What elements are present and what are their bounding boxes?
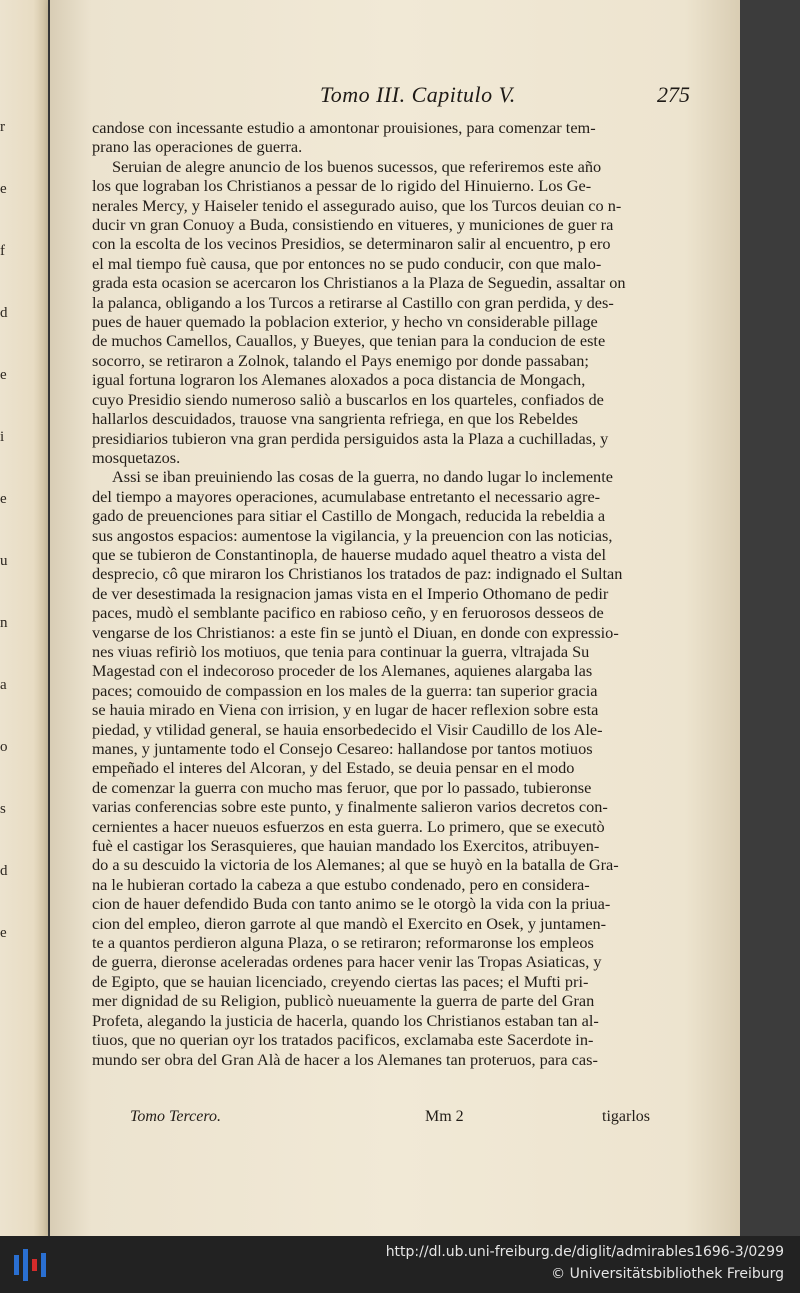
text-line: desprecio, cô que miraron los Christianos los tratados de paz: indignado el Sultan [92, 564, 623, 584]
body-text [92, 118, 684, 1069]
copyright-notice: © Universitätsbibliothek Freiburg [551, 1266, 784, 1282]
text-line: mundo ser obra del Gran Alà de hacer a los Alemanes tan proteruos, para cas- [92, 1049, 598, 1069]
left-edge-letter: e [0, 367, 7, 383]
text-line: nerales Mercy, y Haiseler tenido el assegurado auiso, que los Turcos deuian co n- [92, 195, 622, 215]
text-line: cion del empleo, dieron garrote al que mandò el Exercito en Osek, y juntamen- [92, 913, 607, 933]
left-page-edge [0, 0, 48, 1236]
left-page-marks [0, 120, 14, 988]
text-line: se hauia mirado en Viena con irrision, y en lugar de hacer reflexion sobre esta [92, 700, 599, 720]
text-line: pues de hauer quemado la poblacion exterior, y hecho vn considerable pillage [92, 312, 598, 332]
running-head [90, 82, 690, 112]
viewer-footer-bar [0, 1236, 800, 1293]
text-line: piedad, y vtilidad general, se hauia ensorbedecido el Visir Caudillo de los Ale- [92, 719, 603, 739]
left-edge-letter: e [0, 181, 7, 197]
text-line: tiuos, que no querian oyr los tratados pacificos, exclamaba este Sacerdote in- [92, 1030, 594, 1050]
text-line: los que lograban los Christianos a pessar de lo rigido del Hinuierno. Los Ge- [92, 176, 592, 196]
volume-label: Tomo Tercero. [130, 1108, 221, 1125]
text-line: sus angostos espacios: aumentose la vigilancia, y la preuencion con las noticias, [92, 525, 613, 545]
left-edge-letter: u [0, 553, 8, 569]
text-line: Assi se iban preuiniendo las cosas de la guerra, no dando lugar lo inclemente [112, 467, 613, 487]
text-line: do a su descuido la victoria de los Alemanes; al que se huyò en la batalla de Gra- [92, 855, 619, 875]
running-title: Tomo III. Capitulo V. [320, 82, 516, 107]
text-line: mosquetazos. [92, 447, 181, 467]
left-edge-letter: e [0, 491, 7, 507]
page-footer [90, 1108, 690, 1132]
text-line: cuyo Presidio siendo numeroso saliò a buscarlos en los quarteles, confiados de [92, 389, 604, 409]
page-shadow [740, 0, 800, 1236]
text-line: de comenzar la guerra con mucho mas feruor, que por lo passado, tubieronse [92, 777, 592, 797]
text-line: Magestad con el indecoroso proceder de los Alemanes, aquienes alargaba las [92, 661, 593, 681]
left-edge-letter: d [0, 863, 8, 879]
page-number: 275 [657, 82, 690, 107]
left-edge-letter: f [0, 243, 5, 259]
left-edge-letter: n [0, 615, 8, 631]
text-line: nes viuas refiriò los motiuos, que tenia para continuar la guerra, vltrajada Su [92, 641, 590, 661]
text-line: con la escolta de los vecinos Presidios, se determinaron salir al encuentro, p ero [92, 234, 611, 254]
text-line: de muchos Camellos, Cauallos, y Bueyes, que tenian para la conducion de este [92, 331, 606, 351]
book-page [50, 0, 740, 1236]
left-edge-letter: a [0, 677, 7, 693]
text-line: el mal tiempo fuè causa, que por entonces no se pudo conducir, con que malo- [92, 253, 602, 273]
text-line: vengarse de los Christianos: a este fin se juntò el Diuan, en donde con expressio- [92, 622, 619, 642]
text-line: paces, mudò el semblante pacifico en rabioso ceño, y en feruorosos desseos de [92, 603, 604, 623]
text-line: igual fortuna lograron los Alemanes aloxados a poca distancia de Mongach, [92, 370, 586, 390]
text-line: del tiempo a mayores operaciones, acumulabase entretanto el necessario agre- [92, 486, 601, 506]
library-logo-icon[interactable] [10, 1245, 50, 1285]
text-line: la palanca, obligando a los Turcos a retirarse al Castillo con gran perdida, y des- [92, 292, 614, 312]
text-line: prano las operaciones de guerra. [92, 137, 303, 157]
text-line: candose con incessante estudio a amontonar prouisiones, para comenzar tem- [92, 118, 596, 137]
catchword: tigarlos [602, 1108, 650, 1125]
text-line: manes, y juntamente todo el Consejo Cesareo: hallandose por tantos motiuos [92, 739, 593, 758]
text-line: que se tubieron de Constantinopla, de hauerse mudado aquel theatro a vista del [92, 544, 607, 564]
text-line: gado de preuenciones para sitiar el Castillo de Mongach, reducida la rebeldia a [92, 506, 606, 526]
left-edge-letter: r [0, 119, 5, 135]
text-line: na le hubieran cortado la cabeza a que estubo condenado, pero en considera- [92, 874, 590, 894]
text-line: cernientes a hacer nueuos esfuerzos en esta guerra. Lo primero, que se executò [92, 816, 605, 836]
signature-mark: Mm 2 [425, 1108, 464, 1125]
text-line: cion de hauer defendido Buda con tanto animo se le otorgò la vida con la priua- [92, 894, 611, 914]
text-line: de Egipto, que se hauian licenciado, creyendo ciertas las paces; el Mufti pri- [92, 971, 589, 991]
text-line: empeñado el interes del Alcoran, y del Estado, se deuia pensar en el modo [92, 758, 575, 778]
text-line: presidiarios tubieron vna gran perdida persiguidos asta la Plaza a cuchilladas, y [92, 428, 609, 448]
text-line: fuè el castigar los Serasquieres, que hauian mandado los Exercitos, atribuyen- [92, 836, 600, 856]
text-line: varias conferencias sobre este punto, y finalmente salieron varios decretos con- [92, 797, 608, 817]
text-line: Seruian de alegre anuncio de los buenos sucessos, que referiremos este año [112, 156, 602, 176]
left-edge-letter: s [0, 801, 6, 817]
left-edge-letter: d [0, 305, 8, 321]
left-edge-letter: i [0, 429, 5, 445]
text-line: Profeta, alegando la justicia de hacerla, quando los Christianos estaban tan al- [92, 1010, 599, 1030]
left-edge-letter: o [0, 739, 8, 755]
text-line: hallarlos descuidados, trauose vna sangrienta refriega, en que los Rebeldes [92, 409, 579, 429]
text-line: te a quantos perdieron alguna Plaza, o se retiraron; reformaronse los empleos [92, 933, 594, 953]
text-line: ducir vn gran Conuoy a Buda, consistiendo en vitueres, y municiones de guer ra [92, 215, 614, 235]
text-line: de ver desestimada la resignacion jamas vista en el Imperio Othomano de pedir [92, 583, 609, 603]
text-line: mer dignidad de su Religion, publicò nueuamente la guerra de parte del Gran [92, 991, 595, 1011]
page-url-link[interactable]: http://dl.ub.uni-freiburg.de/diglit/admirables1696-3/0299 [385, 1244, 784, 1260]
left-edge-letter: e [0, 925, 7, 941]
text-line: paces; comouido de compassion en los males de la guerra: tan superior gracia [92, 680, 598, 700]
text-line: grada esta ocasion se acercaron los Christianos a la Plaza de Seguedin, assaltar on [92, 273, 626, 293]
text-line: de guerra, dieronse aceleradas ordenes para hacer venir las Tropas Asiaticas, y [92, 952, 602, 972]
text-line: socorro, se retiraron a Zolnok, talando el Pays enemigo por donde passaban; [92, 350, 589, 370]
